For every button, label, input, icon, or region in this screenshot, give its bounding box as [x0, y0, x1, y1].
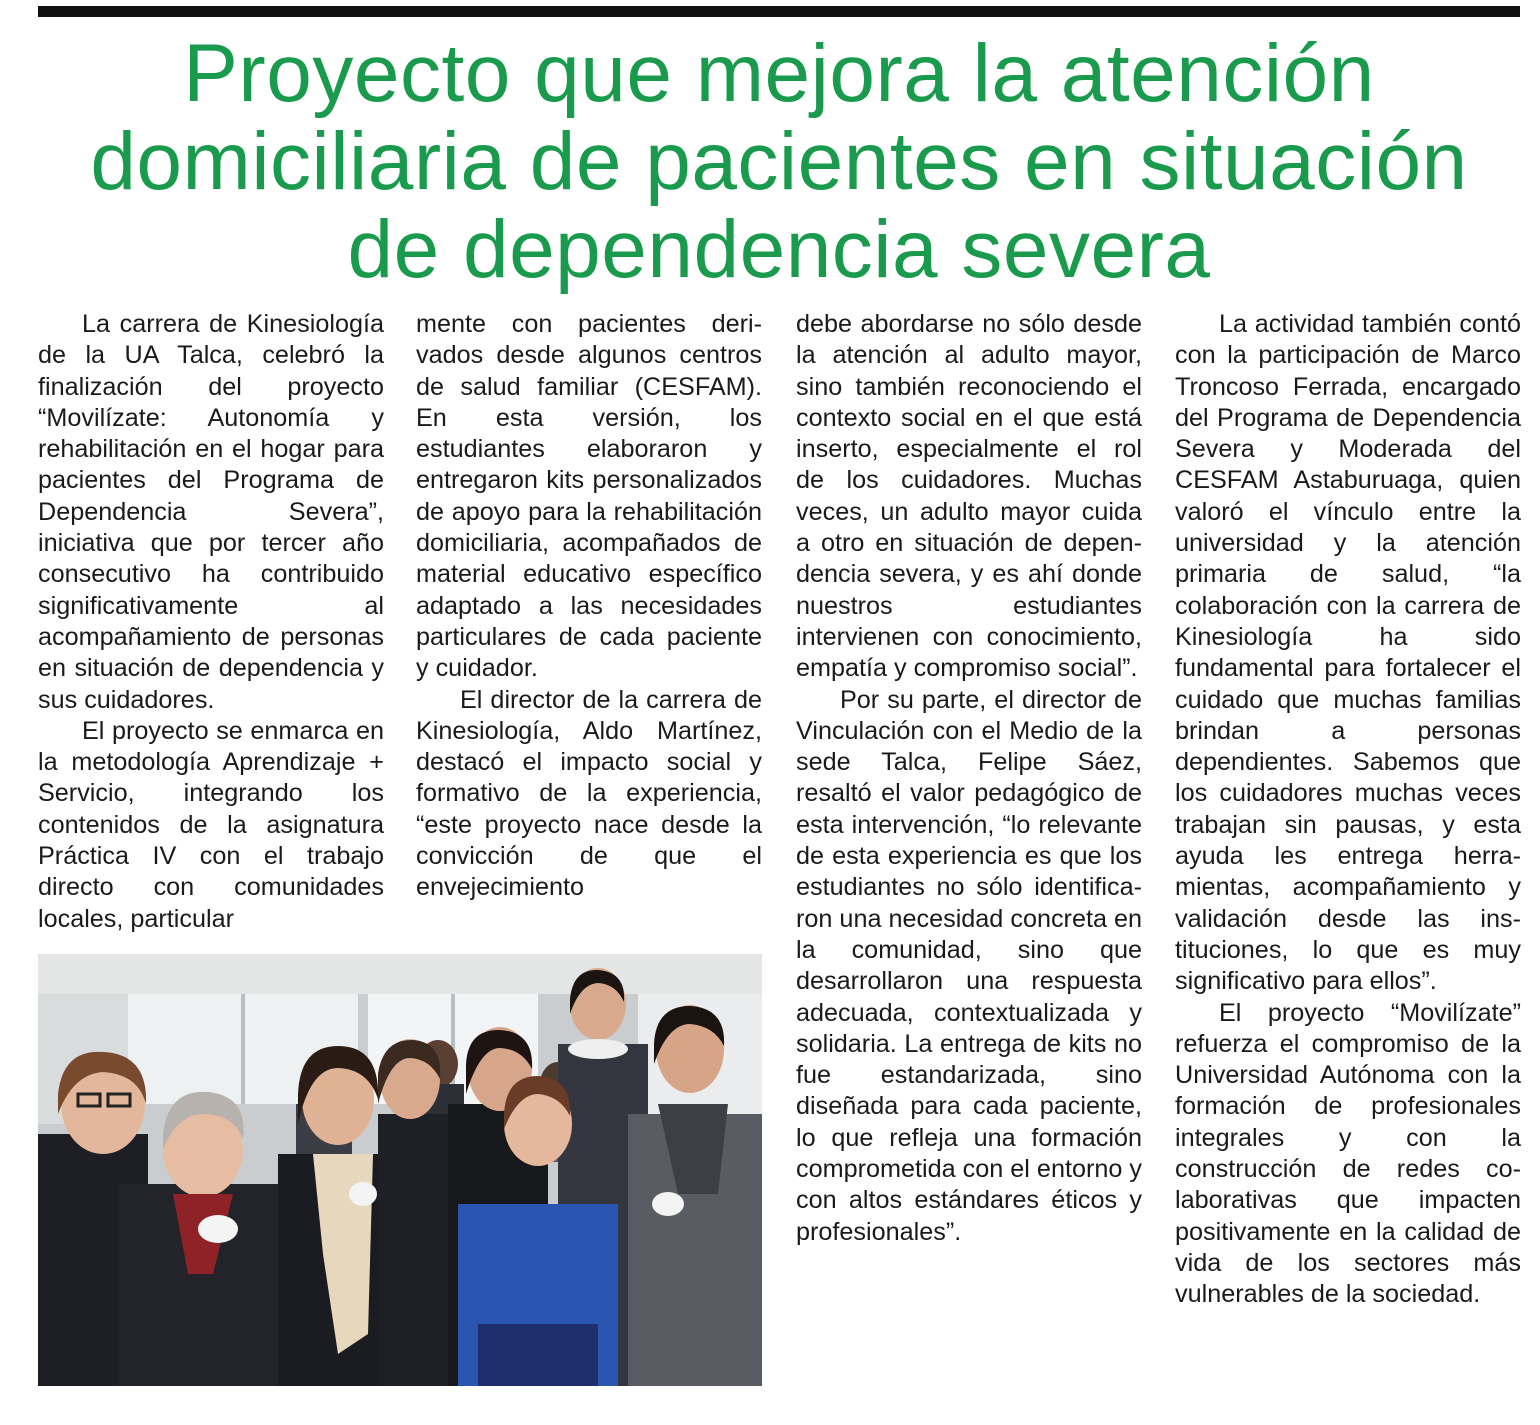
paragraph: Por su parte, el director de Vinculación con el Medio de la sede Talca, Felipe Sáez, resaltó el valor pedagógico de esta intervención, “lo relevante de esta experiencia es que los estudiantes no sólo identificaron una necesidad concreta en la comunidad, sino que desarrollaron una respuesta adecuada, contextualizada y solidaria. La entrega de kits no fue estandarizada, sino diseñada para cada paciente, lo que refleja una formación comprometida con el entorno y con altos estándares éticos y profesionales”. — [796, 685, 1142, 1246]
top-rule — [38, 6, 1520, 17]
headline-line-1: Proyecto que mejora la atención — [183, 28, 1375, 119]
paragraph: debe abordarse no sólo desde la atención al adulto mayor, sino también reconociendo el contexto social en el que está inserto, especialmente el rol de los cuidadores. Muchas veces, un adulto mayor cuida a otro en situación de dependencia severa, y es ahí donde nuestros estudiantes intervienen con conocimiento, empatía y compromiso social”. — [796, 310, 1142, 683]
paragraph: mente con pacientes derivados desde algunos centros de salud familiar (CESFAM). En esta versión, los estudiantes elaboraron y entregaron kits personalizados de apoyo para la rehabilitación domiciliaria, acompañados de material educativo específico adaptado a las necesidades particulares de cada paciente y cuidador. — [416, 310, 762, 683]
paragraph: El proyecto “Movilízate” refuerza el compromiso de la Universidad Autónoma con la formación de profesionales integrales y con la construcción de redes colaborativas que impacten positivamente en la calidad de vida de los sectores más vulnerables de la sociedad. — [1175, 998, 1521, 1309]
headline — [38, 30, 1520, 294]
column-1 — [38, 309, 384, 935]
column-3 — [796, 309, 1142, 1248]
paragraph: La actividad también contó con la participación de Marco Troncoso Ferrada, encargado del Programa de Dependencia Severa y Moderada del CESFAM Astaburuaga, quien valoró el vínculo entre la universidad y la atención primaria de salud, “la colaboración con la carrera de Kinesiología ha sido fundamental para fortalecer el cuidado que muchas familias brindan a personas dependientes. Sabemos que los cuidadores muchas veces trabajan sin pausas, y esta ayuda les entrega herramientas, acompañamiento y validación desde las instituciones, lo que es muy significativo para ellos”. — [1175, 310, 1521, 996]
column-4 — [1175, 309, 1521, 1311]
paragraph: El director de la carrera de Kinesiología, Aldo Martínez, destacó el impacto social y formativo de la experiencia, “este proyecto nace desde la convicción de que el envejecimiento — [416, 685, 762, 902]
group-photo — [38, 954, 762, 1386]
paragraph: La carrera de Kinesiología de la UA Talca, celebró la finalización del proyecto “Movilízate: Autonomía y rehabilitación en el hogar para pacientes del Programa de Dependencia Severa”, iniciativa que por tercer año consecutivo ha contribuido significativamente al acompañamiento de personas en situación de dependencia y sus cuidadores. — [38, 310, 384, 714]
headline-line-3: de dependencia severa — [347, 204, 1211, 295]
paragraph: El proyecto se enmarca en la metodología Aprendizaje + Servicio, integrando los contenidos de la asignatura Práctica IV con el trabajo directo con comunidades locales, particular — [38, 716, 384, 933]
headline-line-2: domiciliaria de pacientes en situación — [90, 116, 1468, 207]
column-2 — [416, 309, 762, 904]
group-photo-illustration — [38, 954, 762, 1386]
